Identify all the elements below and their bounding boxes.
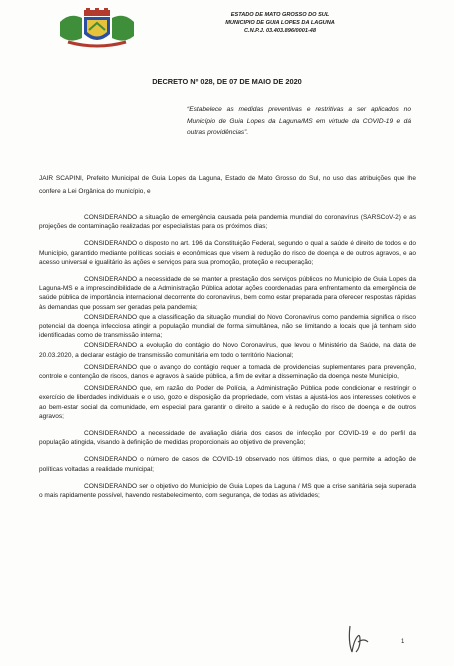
considerando-paragraph: CONSIDERANDO que a classificação da situação mundial do Novo Coronavírus como pandemia significa o risco potencial da doença infecciosa atingir a população mundial de forma simultânea, não se limitando a locais que já tenham sido identificadas como de transmissão interna; <box>39 313 416 340</box>
considerando-paragraph: CONSIDERANDO a necessidade de avaliação diária dos casos de infecção por COVID-19 e do perfil da população atingida, visando à definição de medidas proporcionais ao objetivo de prevenção; <box>39 430 416 447</box>
considerando-paragraph: CONSIDERANDO o número de casos de COVID-19 observado nos últimos dias, o que permite a adoção de políticas voltadas a realidade municipal; <box>39 456 416 473</box>
considerando-paragraph: CONSIDERANDO o disposto no art. 196 da Constituição Federal, segundo o qual a saúde é direito de todos e do Município, garantido mediante políticas sociais e econômicas que visem à redução do risco de doença e de outros agravos, e ao acesso universal e igualitário às ações e serviços para sua promoção, proteção e recuperação; <box>39 240 416 266</box>
coat-of-arms-icon <box>58 8 136 48</box>
considerando-paragraph: CONSIDERANDO a necessidade de se manter a prestação dos serviços públicos no Município de Guia Lopes da Laguna-MS e a imprescindibilidade de a Administração Pública adotar ações coordenadas para enfrentamento da emergência de saúde pública de importância internacional decorrente do coronavírus, bem como estar preparada para oferecer respostas rápidas às demandas que possam ser geradas pela pandemia; <box>39 276 416 311</box>
letterhead-municipality: MUNICIPIO DE GUIA LOPES DA LAGUNA <box>225 19 335 26</box>
considerando-paragraph: CONSIDERANDO ser o objetivo do Município de Guia Lopes da Laguna / MS que a crise sanitária seja superada o mais rapidamente possível, havendo restabelecimento, com segurança, de todas as atividades; <box>39 482 416 500</box>
considerandos-list <box>39 213 416 500</box>
considerando-paragraph: CONSIDERANDO a evolução do contágio do Novo Coronavírus, que levou o Ministério da Saúde, na data de 20.03.2020, a declarar estágio de transmissão comunitária em todo o território Nacional; <box>39 342 416 359</box>
intro-paragraph: JAIR SCAPINI, Prefeito Municipal de Guia Lopes da Laguna, Estado de Mato Grosso do Sul, no uso das atribuições que lhe confere a Lei Orgânica do município, e <box>39 175 416 195</box>
decree-title: DECRETO Nº 028, DE 07 DE MAIO DE 2020 <box>152 77 302 86</box>
decree-summary: “Estabelece as medidas preventivas e restritivas a ser aplicados no Município de Guia Lopes da Laguna/MS em virtude da COVID-19 e dá outras providências”. <box>187 106 411 136</box>
letterhead <box>205 12 355 35</box>
considerando-paragraph: CONSIDERANDO que o avanço do contágio requer a tomada de providencias suplementares para prevenção, controle e contenção de riscos, danos e agravos à saúde pública, a fim de evitar a disseminação da doença neste Município, <box>39 363 416 381</box>
letterhead-cnpj: C.N.P.J. 03.403.896/0001-48 <box>243 27 317 34</box>
signature-icon <box>344 622 372 656</box>
considerando-paragraph: CONSIDERANDO que, em razão do Poder de Polícia, a Administração Pública pode condicionar e restringir o exercício de liberdades individuais e o uso, gozo e disposição da propriedade, com vistas a ajustá-los aos interesses coletivos e ao bem-estar social da comunidade, em especial para garantir o direito a saúde e à redução do risco de doença e de outros agravos; <box>39 385 416 420</box>
letterhead-state: ESTADO DE MATO GROSSO DO SUL <box>230 12 330 18</box>
page-number: 1 <box>401 639 405 645</box>
considerando-paragraph: CONSIDERANDO a situação de emergência causada pela pandemia mundial do coronavírus (SARSCoV-2) e as projeções de contaminação realizadas por especialistas para os próximos dias; <box>39 214 416 231</box>
